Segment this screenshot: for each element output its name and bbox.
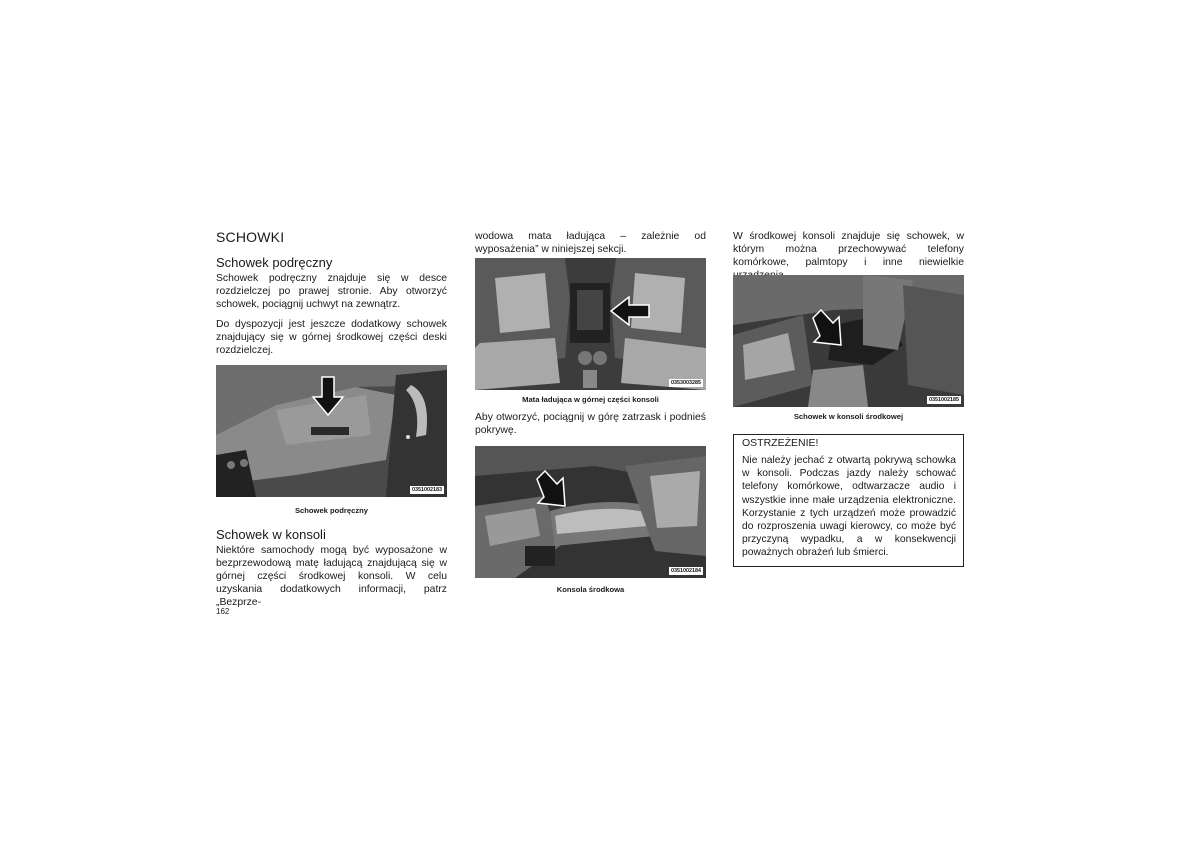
charging-mat-photo [475, 258, 706, 390]
figure-caption: Mata ładująca w górnej części konsoli [522, 395, 659, 404]
down-right-arrow-icon [533, 470, 567, 508]
figure-caption: Konsola środkowa [556, 585, 625, 594]
section-heading-glovebox: Schowek podręczny [216, 255, 333, 270]
figure-code: 0351002185 [929, 397, 959, 403]
console-paragraph-1: Niektóre samochody mogą być wyposażone w bezprzewodową matę ładującą znajdującą się w górnej części środkowej konsoli. W celu uzyskania dodatkowych informacji, patrz „Bezprze- [216, 545, 447, 609]
figure-code: 0351002183 [412, 487, 442, 493]
glovebox-paragraph-1: Schowek podręczny znajduje się w desce rozdzielczej po prawej stronie. Aby otworzyć schowek, pociągnij uchwyt na zewnątrz. [216, 273, 447, 311]
chapter-title: SCHOWKI [216, 229, 285, 245]
figure-caption: Schowek w konsoli środkowej [793, 412, 904, 421]
warning-box [733, 434, 964, 567]
page-number: 162 [216, 607, 230, 616]
figure-caption: Schowek podręczny [294, 506, 368, 515]
down-right-arrow-icon [809, 309, 843, 347]
charging-mat-paragraph: wodowa mata ładująca – zależnie od wyposażenia” w niniejszej sekcji. [475, 231, 706, 256]
center-console-figure [475, 446, 706, 578]
console-storage-figure [733, 275, 964, 407]
warning-title: OSTRZEŻENIE! [742, 437, 819, 449]
console-storage-paragraph: W środkowej konsoli znajduje się schowek, w którym można przechowywać telefony komórkowe, palmtopy i inne niewielkie [733, 231, 964, 269]
figure-code: 0351002184 [671, 568, 701, 574]
down-arrow-icon [311, 375, 345, 417]
glovebox-figure [216, 365, 447, 497]
figure-code: 0353003285 [671, 380, 701, 386]
left-arrow-icon [609, 296, 651, 326]
section-heading-console: Schowek w konsoli [216, 527, 326, 542]
warning-text: Nie należy jechać z otwartą pokrywą schowka w konsoli. Podczas jazdy należy schować telefony komórkowe, odtwarzacze audio i wszystkie inne małe urządzenia elektroniczne. Korzystanie z tych urządzeń może prowadzić do rozproszenia uwagi kierowcy, co może być przyczyną wypadku, a w konsekwencji poważnych obrażeń lub śmierci. [742, 455, 956, 559]
charging-mat-figure [475, 258, 706, 390]
center-console-photo [475, 446, 706, 578]
console-open-paragraph: Aby otworzyć, pociągnij w górę zatrzask i podnieś pokrywę. [475, 412, 706, 437]
glovebox-paragraph-2: Do dyspozycji jest jeszcze dodatkowy schowek znajdujący się w górnej środkowej części deski rozdzielczej. [216, 319, 447, 357]
console-storage-photo [733, 275, 964, 407]
